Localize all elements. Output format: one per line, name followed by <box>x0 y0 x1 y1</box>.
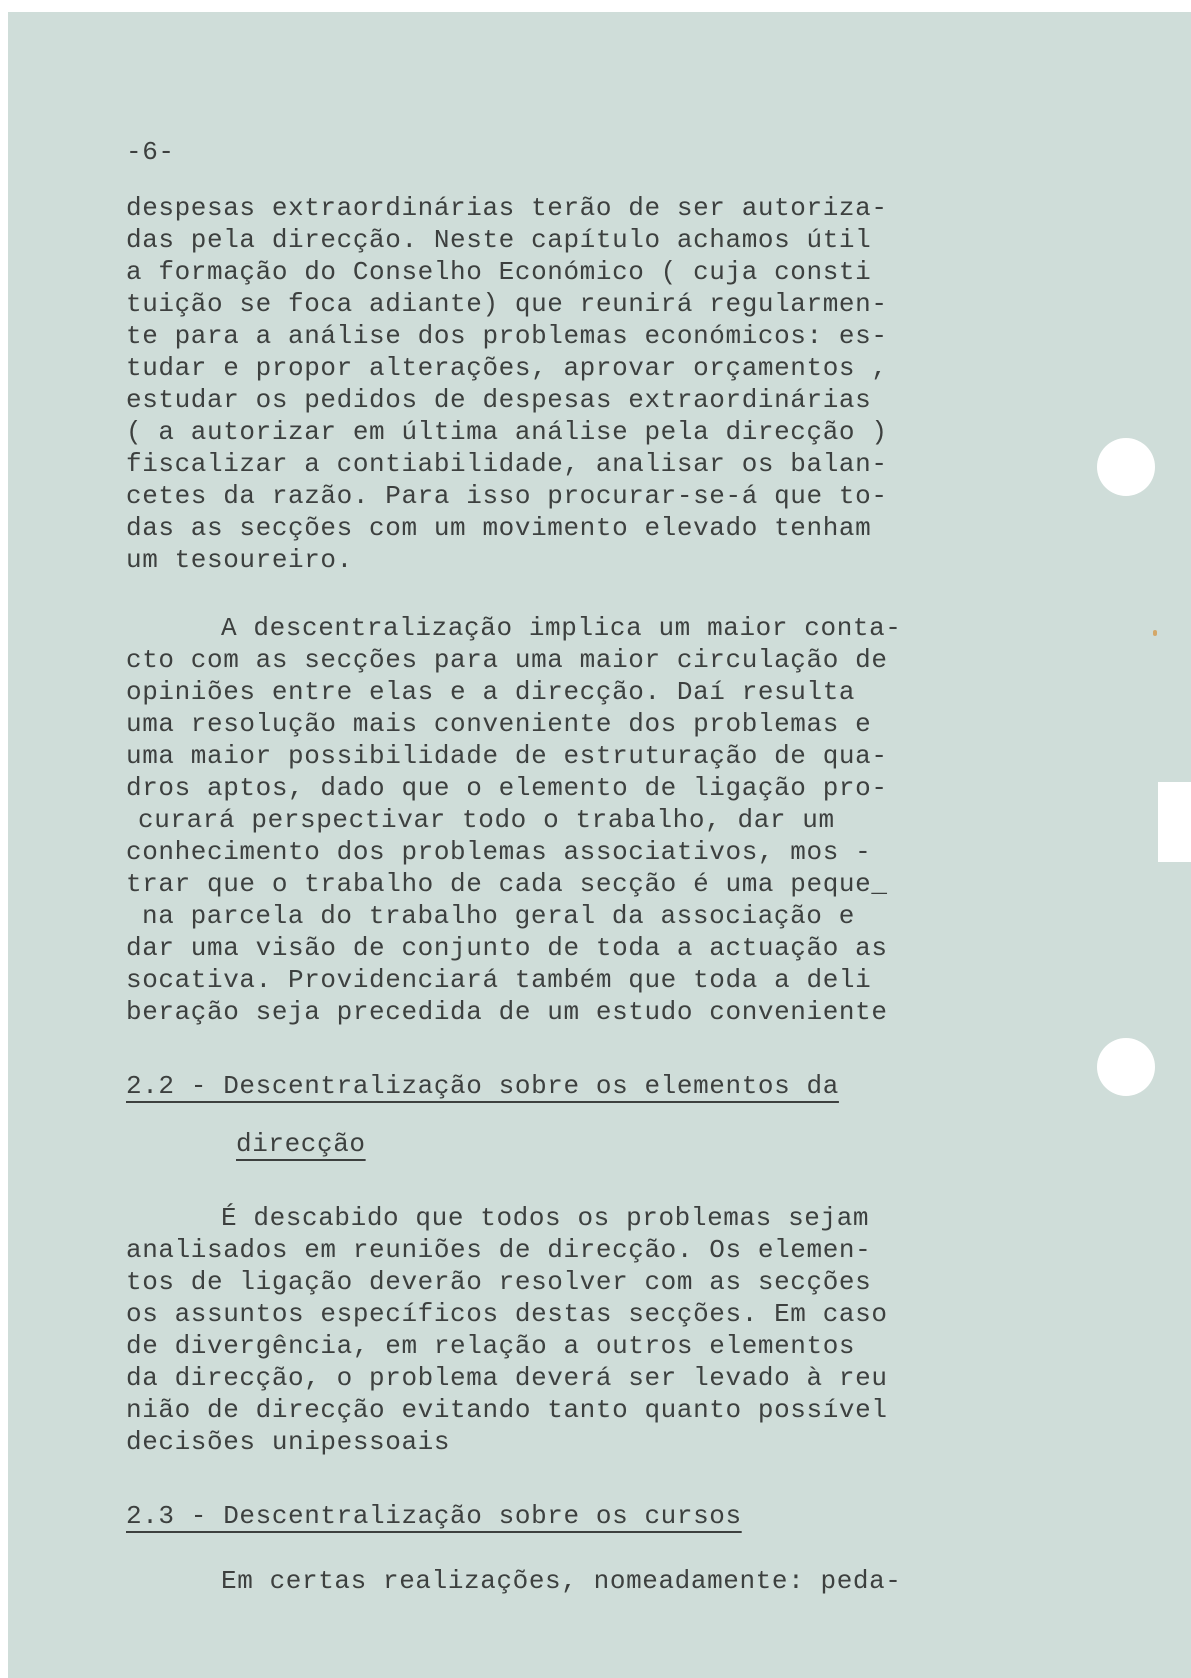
paragraph-1-line: despesas extraordinárias terão de ser autoriza- <box>126 193 888 223</box>
paragraph-1-line: fiscalizar a contiabilidade, analisar os balan- <box>126 449 888 479</box>
paragraph-3-line: os assuntos específicos destas secções. Em caso <box>126 1299 888 1329</box>
paragraph-1-line: tuição se foca adiante) que reunirá regularmen- <box>126 289 888 319</box>
paragraph-1-line: um tesoureiro. <box>126 545 353 575</box>
paragraph-3-line: de divergência, em relação a outros elementos <box>126 1331 856 1361</box>
paragraph-1-line: das as secções com um movimento elevado tenham <box>126 513 872 543</box>
paragraph-2-line: trar que o trabalho de cada secção é uma peque_ <box>126 869 888 899</box>
paragraph-3-line: analisados em reuniões de direcção. Os elemen- <box>126 1235 872 1265</box>
punch-hole-top <box>1097 438 1155 496</box>
paragraph-2-line: opiniões entre elas e a direcção. Daí resulta <box>126 677 856 707</box>
paragraph-3-line: da direcção, o problema deverá ser levado à reu <box>126 1363 888 1393</box>
paragraph-3-line: nião de direcção evitando tanto quanto possível <box>126 1395 888 1425</box>
section-heading-2-3: 2.3 - Descentralização sobre os cursos <box>126 1501 742 1531</box>
paragraph-1-line: cetes da razão. Para isso procurar-se-á que to- <box>126 481 888 511</box>
paper-speck <box>1153 630 1157 636</box>
paragraph-2-line: uma resolução mais conveniente dos problemas e <box>126 709 872 739</box>
paragraph-2-line: cto com as secções para uma maior circulação de <box>126 645 888 675</box>
section-heading-2-2: 2.2 - Descentralização sobre os elementos da <box>126 1071 839 1101</box>
paragraph-3-line: decisões unipessoais <box>126 1427 451 1457</box>
paragraph-2-line: socativa. Providenciará também que toda a deli <box>126 965 872 995</box>
paragraph-2-line: na parcela do trabalho geral da associação e <box>142 901 855 931</box>
paper-tear <box>1158 782 1191 862</box>
punch-hole-bottom <box>1097 1038 1155 1096</box>
section-heading-2-2-continued: direcção <box>236 1129 366 1159</box>
paragraph-1-line: a formação do Conselho Económico ( cuja consti <box>126 257 872 287</box>
paragraph-3-line: É descabido que todos os problemas sejam <box>221 1203 870 1233</box>
paragraph-1-line: das pela direcção. Neste capítulo achamos útil <box>126 225 872 255</box>
page-number: -6- <box>126 137 175 167</box>
paragraph-2-line: curará perspectivar todo o trabalho, dar um <box>138 805 835 835</box>
paragraph-1-line: tudar e propor alterações, aprovar orçamentos , <box>126 353 888 383</box>
paragraph-3-line: tos de ligação deverão resolver com as secções <box>126 1267 872 1297</box>
paragraph-1-line: te para a análise dos problemas económicos: es- <box>126 321 888 351</box>
paragraph-2-line: beração seja precedida de um estudo conveniente <box>126 997 888 1027</box>
paragraph-4-line: Em certas realizações, nomeadamente: peda- <box>221 1566 902 1596</box>
paper-sheet <box>8 12 1191 1678</box>
paragraph-1-line: ( a autorizar em última análise pela direcção ) <box>126 417 888 447</box>
paragraph-2-line: dros aptos, dado que o elemento de ligação pro- <box>126 773 888 803</box>
paragraph-2-line: uma maior possibilidade de estruturação de qua- <box>126 741 888 771</box>
paragraph-2-line: dar uma visão de conjunto de toda a actuação as <box>126 933 888 963</box>
paragraph-2-line: A descentralização implica um maior conta- <box>221 613 902 643</box>
paragraph-1-line: estudar os pedidos de despesas extraordinárias <box>126 385 872 415</box>
paragraph-2-line: conhecimento dos problemas associativos, mos - <box>126 837 872 867</box>
